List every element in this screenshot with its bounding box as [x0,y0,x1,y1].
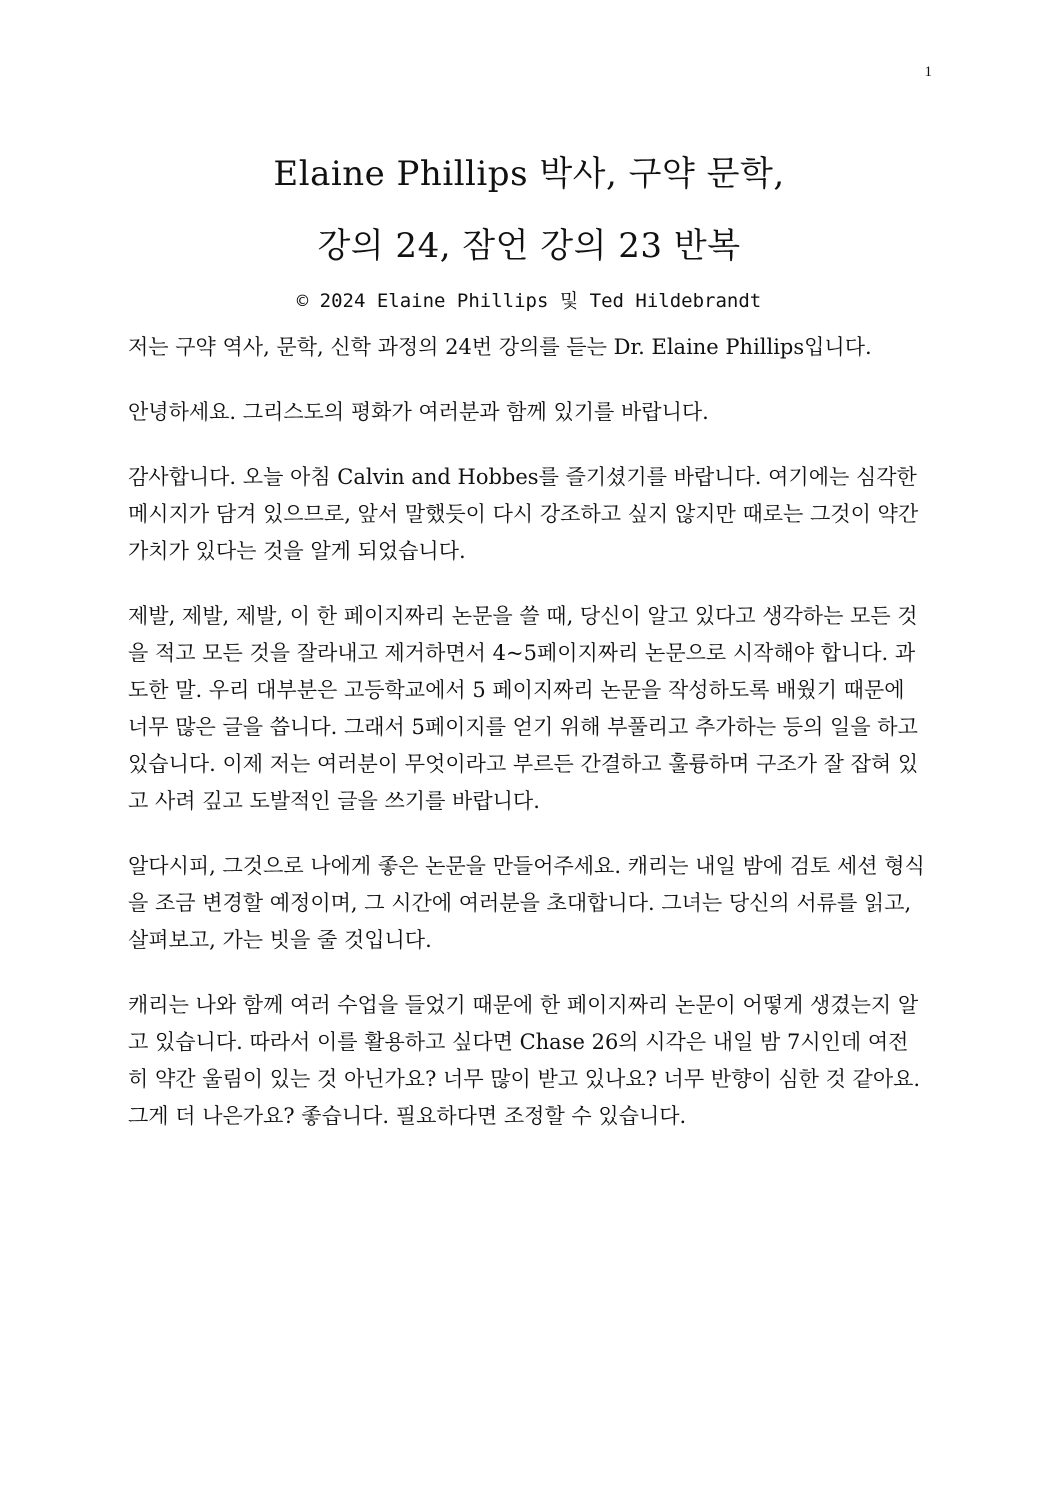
page-title-line-1: Elaine Phillips 박사, 구약 문학, [273,154,785,194]
document-body [128,329,928,1163]
paragraph-paper-advice: 제발, 제발, 제발, 이 한 페이지짜리 논문을 쓸 때, 당신이 알고 있다고 생각하는 모든 것을 적고 모든 것을 잘라내고 제거하면서 4~5페이지짜리 논문으로 시작해야 합니다. 과도한 말. 우리 대부분은 고등학교에서 5 페이지짜리 논문을 작성하도록 배웠기 때문에 너무 많은 글을 씁니다. 그래서 5페이지를 얻기 위해 부풀리고 추가하는 등의 일을 하고 있습니다. 이제 저는 여러분이 무엇이라고 부르든 간결하고 훌륭하며 구조가 잘 잡혀 있고 사려 깊고 도발적인 글을 쓰기를 바랍니다. [128,604,919,813]
paragraph-thanks: 감사합니다. 오늘 아침 Calvin and Hobbes를 즐기셨기를 바랍니다. 여기에는 심각한 메시지가 담겨 있으므로, 앞서 말했듯이 다시 강조하고 싶지 않지만 때로는 그것이 약간 가치가 있다는 것을 알게 되었습니다. [128,465,919,563]
paragraph-greeting: 안녕하세요. 그리스도의 평화가 여러분과 함께 있기를 바랍니다. [128,400,709,424]
page-title-line-2: 강의 24, 잠언 강의 23 반복 [317,226,741,266]
paragraph-carrie: 캐리는 나와 함께 여러 수업을 들었기 때문에 한 페이지짜리 논문이 어떻게 생겼는지 알고 있습니다. 따라서 이를 활용하고 싶다면 Chase 26의 시각은 내일 밤 7시인데 여전히 약간 울림이 있는 것 아닌가요? 너무 많이 받고 있나요? 너무 반향이 심한 것 같아요. 그게 더 나은가요? 좋습니다. 필요하다면 조정할 수 있습니다. [128,993,921,1128]
page-number: 1 [924,64,932,80]
title-block [0,138,1058,316]
copyright-notice: © 2024 Elaine Phillips 및 Ted Hildebrandt [296,290,762,312]
paragraph-review-session: 알다시피, 그것으로 나에게 좋은 논문을 만들어주세요. 캐리는 내일 밤에 검토 세션 형식을 조금 변경할 예정이며, 그 시간에 여러분을 초대합니다. 그녀는 당신의 서류를 읽고, 살펴보고, 가는 빗을 줄 것입니다. [128,854,925,952]
paragraph-intro: 저는 구약 역사, 문학, 신학 과정의 24번 강의를 듣는 Dr. Elaine Phillips입니다. [128,335,872,359]
